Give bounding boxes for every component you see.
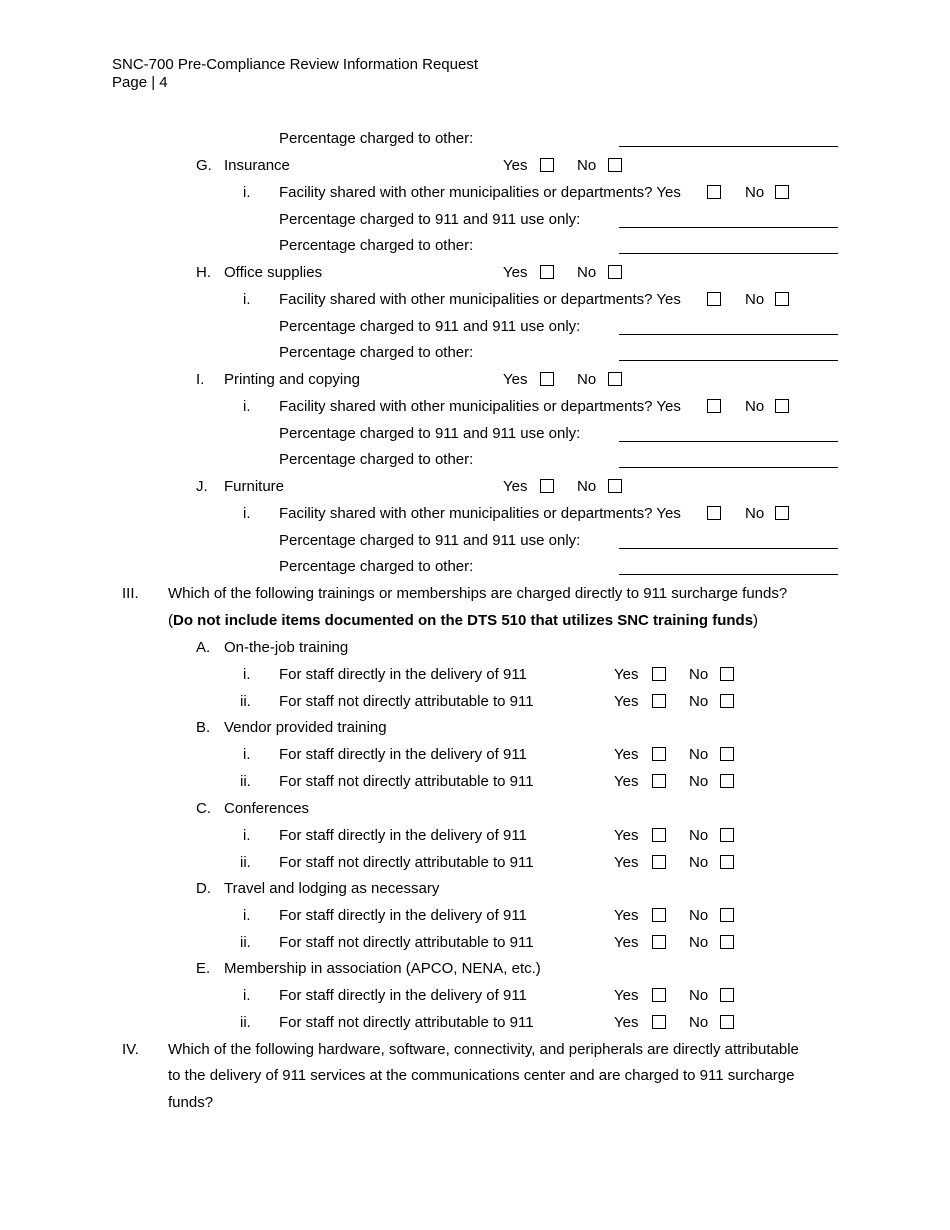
yes-label: Yes bbox=[614, 987, 639, 1004]
sub-numeral: ii. bbox=[240, 773, 251, 790]
staff-question: For staff directly in the delivery of 911 bbox=[279, 666, 527, 683]
shared-question: Facility shared with other municipalities or departments? Yes bbox=[279, 291, 681, 308]
pct-911-label: Percentage charged to 911 and 911 use only: bbox=[279, 425, 581, 442]
yes-label: Yes bbox=[614, 907, 639, 924]
page-number: Page | 4 bbox=[112, 74, 168, 91]
staff-question: For staff not directly attributable to 911 bbox=[279, 1014, 534, 1031]
insurance-pct-911-field[interactable] bbox=[619, 227, 838, 228]
yes-label: Yes bbox=[614, 746, 639, 763]
printing-and-copying-shared-no-checkbox[interactable] bbox=[775, 399, 789, 413]
shared-question: Facility shared with other municipalities or departments? Yes bbox=[279, 505, 681, 522]
no-label: No bbox=[689, 827, 709, 844]
item-letter: B. bbox=[196, 719, 211, 736]
yes-label: Yes bbox=[614, 934, 639, 951]
no-label: No bbox=[577, 478, 597, 495]
office-supplies-pct-other-field[interactable] bbox=[619, 360, 838, 361]
item-office-supplies-label: Office supplies bbox=[224, 264, 323, 281]
pct-other-field[interactable] bbox=[619, 146, 838, 147]
sub-numeral: ii. bbox=[240, 693, 251, 710]
pct-other-label: Percentage charged to other: bbox=[279, 558, 474, 575]
no-label: No bbox=[689, 773, 709, 790]
no-label: No bbox=[745, 184, 765, 201]
conferences-direct-no-checkbox[interactable] bbox=[720, 828, 734, 842]
office-supplies-no-checkbox[interactable] bbox=[608, 265, 622, 279]
item-on-the-job-training-label: On-the-job training bbox=[224, 639, 349, 656]
printing-and-copying-yes-checkbox[interactable] bbox=[540, 372, 554, 386]
note-close: ) bbox=[753, 612, 759, 629]
no-label: No bbox=[689, 987, 709, 1004]
yes-label: Yes bbox=[503, 264, 528, 281]
furniture-shared-yes-checkbox[interactable] bbox=[707, 506, 721, 520]
conferences-not-direct-no-checkbox[interactable] bbox=[720, 855, 734, 869]
travel-and-lodging-as-necessary-direct-no-checkbox[interactable] bbox=[720, 908, 734, 922]
furniture-pct-911-field[interactable] bbox=[619, 548, 838, 549]
printing-and-copying-no-checkbox[interactable] bbox=[608, 372, 622, 386]
item-letter: C. bbox=[196, 800, 211, 817]
staff-question: For staff not directly attributable to 911 bbox=[279, 934, 534, 951]
insurance-shared-no-checkbox[interactable] bbox=[775, 185, 789, 199]
item-letter: J. bbox=[196, 478, 208, 495]
item-letter: H. bbox=[196, 264, 211, 281]
conferences-direct-yes-checkbox[interactable] bbox=[652, 828, 666, 842]
furniture-shared-no-checkbox[interactable] bbox=[775, 506, 789, 520]
yes-label: Yes bbox=[614, 827, 639, 844]
section-iv-line-1: Which of the following hardware, software, connectivity, and peripherals are directly attributable bbox=[168, 1041, 799, 1058]
insurance-shared-yes-checkbox[interactable] bbox=[707, 185, 721, 199]
travel-and-lodging-as-necessary-not-direct-yes-checkbox[interactable] bbox=[652, 935, 666, 949]
item-letter: D. bbox=[196, 880, 211, 897]
no-label: No bbox=[689, 666, 709, 683]
printing-and-copying-shared-yes-checkbox[interactable] bbox=[707, 399, 721, 413]
vendor-provided-training-direct-no-checkbox[interactable] bbox=[720, 747, 734, 761]
travel-and-lodging-as-necessary-not-direct-no-checkbox[interactable] bbox=[720, 935, 734, 949]
pct-other-label: Percentage charged to other: bbox=[279, 237, 474, 254]
pct-911-label: Percentage charged to 911 and 911 use only: bbox=[279, 211, 581, 228]
item-insurance-label: Insurance bbox=[224, 157, 290, 174]
item-membership-in-association-apco-nena-etc-label: Membership in association (APCO, NENA, etc.) bbox=[224, 960, 541, 977]
yes-label: Yes bbox=[503, 371, 528, 388]
item-printing-and-copying-label: Printing and copying bbox=[224, 371, 360, 388]
section-iv-numeral: IV. bbox=[122, 1041, 139, 1058]
vendor-provided-training-not-direct-no-checkbox[interactable] bbox=[720, 774, 734, 788]
pct-other-label: Percentage charged to other: bbox=[279, 451, 474, 468]
no-label: No bbox=[689, 854, 709, 871]
office-supplies-shared-no-checkbox[interactable] bbox=[775, 292, 789, 306]
staff-question: For staff not directly attributable to 911 bbox=[279, 773, 534, 790]
insurance-pct-other-field[interactable] bbox=[619, 253, 838, 254]
insurance-yes-checkbox[interactable] bbox=[540, 158, 554, 172]
no-label: No bbox=[689, 907, 709, 924]
item-letter: A. bbox=[196, 639, 211, 656]
vendor-provided-training-direct-yes-checkbox[interactable] bbox=[652, 747, 666, 761]
on-the-job-training-direct-yes-checkbox[interactable] bbox=[652, 667, 666, 681]
furniture-yes-checkbox[interactable] bbox=[540, 479, 554, 493]
membership-in-association-apco-nena-etc-not-direct-yes-checkbox[interactable] bbox=[652, 1015, 666, 1029]
pct-other-label: Percentage charged to other: bbox=[279, 130, 474, 147]
section-iv-line-3: funds? bbox=[168, 1094, 214, 1111]
note-open: ( bbox=[168, 612, 173, 629]
pct-other-label: Percentage charged to other: bbox=[279, 344, 474, 361]
no-label: No bbox=[577, 264, 597, 281]
on-the-job-training-not-direct-no-checkbox[interactable] bbox=[720, 694, 734, 708]
travel-and-lodging-as-necessary-direct-yes-checkbox[interactable] bbox=[652, 908, 666, 922]
sub-numeral: ii. bbox=[240, 934, 251, 951]
section-iv-line-2: to the delivery of 911 services at the communications center and are charged to 911 surcharge bbox=[168, 1067, 795, 1084]
shared-question: Facility shared with other municipalities or departments? Yes bbox=[279, 398, 681, 415]
sub-numeral: i. bbox=[243, 827, 251, 844]
office-supplies-pct-911-field[interactable] bbox=[619, 334, 838, 335]
no-label: No bbox=[577, 371, 597, 388]
pct-911-label: Percentage charged to 911 and 911 use only: bbox=[279, 532, 581, 549]
staff-question: For staff directly in the delivery of 911 bbox=[279, 827, 527, 844]
sub-numeral: i. bbox=[243, 398, 251, 415]
item-conferences-label: Conferences bbox=[224, 800, 310, 817]
sub-numeral: i. bbox=[243, 184, 251, 201]
sub-numeral: i. bbox=[243, 505, 251, 522]
office-supplies-shared-yes-checkbox[interactable] bbox=[707, 292, 721, 306]
yes-label: Yes bbox=[614, 693, 639, 710]
no-label: No bbox=[689, 934, 709, 951]
membership-in-association-apco-nena-etc-not-direct-no-checkbox[interactable] bbox=[720, 1015, 734, 1029]
item-vendor-provided-training-label: Vendor provided training bbox=[224, 719, 387, 736]
item-letter: E. bbox=[196, 960, 211, 977]
membership-in-association-apco-nena-etc-direct-no-checkbox[interactable] bbox=[720, 988, 734, 1002]
staff-question: For staff directly in the delivery of 911 bbox=[279, 987, 527, 1004]
sub-numeral: i. bbox=[243, 907, 251, 924]
sub-numeral: i. bbox=[243, 291, 251, 308]
sub-numeral: i. bbox=[243, 746, 251, 763]
printing-and-copying-pct-911-field[interactable] bbox=[619, 441, 838, 442]
office-supplies-yes-checkbox[interactable] bbox=[540, 265, 554, 279]
no-label: No bbox=[577, 157, 597, 174]
item-letter: I. bbox=[196, 371, 205, 388]
staff-question: For staff not directly attributable to 911 bbox=[279, 854, 534, 871]
sub-numeral: ii. bbox=[240, 854, 251, 871]
vendor-provided-training-not-direct-yes-checkbox[interactable] bbox=[652, 774, 666, 788]
yes-label: Yes bbox=[614, 773, 639, 790]
no-label: No bbox=[689, 1014, 709, 1031]
yes-label: Yes bbox=[614, 666, 639, 683]
section-iii-note bbox=[168, 612, 758, 630]
no-label: No bbox=[745, 398, 765, 415]
conferences-not-direct-yes-checkbox[interactable] bbox=[652, 855, 666, 869]
no-label: No bbox=[689, 746, 709, 763]
printing-and-copying-pct-other-field[interactable] bbox=[619, 467, 838, 468]
section-iii-numeral: III. bbox=[122, 585, 139, 602]
yes-label: Yes bbox=[503, 478, 528, 495]
membership-in-association-apco-nena-etc-direct-yes-checkbox[interactable] bbox=[652, 988, 666, 1002]
document-title: SNC-700 Pre-Compliance Review Information Request bbox=[112, 56, 478, 73]
furniture-no-checkbox[interactable] bbox=[608, 479, 622, 493]
on-the-job-training-direct-no-checkbox[interactable] bbox=[720, 667, 734, 681]
yes-label: Yes bbox=[503, 157, 528, 174]
item-letter: G. bbox=[196, 157, 212, 174]
shared-question: Facility shared with other municipalities or departments? Yes bbox=[279, 184, 681, 201]
item-furniture-label: Furniture bbox=[224, 478, 285, 495]
sub-numeral: ii. bbox=[240, 1014, 251, 1031]
insurance-no-checkbox[interactable] bbox=[608, 158, 622, 172]
on-the-job-training-not-direct-yes-checkbox[interactable] bbox=[652, 694, 666, 708]
furniture-pct-other-field[interactable] bbox=[619, 574, 838, 575]
no-label: No bbox=[745, 505, 765, 522]
yes-label: Yes bbox=[614, 854, 639, 871]
staff-question: For staff directly in the delivery of 911 bbox=[279, 907, 527, 924]
yes-label: Yes bbox=[614, 1014, 639, 1031]
staff-question: For staff not directly attributable to 911 bbox=[279, 693, 534, 710]
pct-911-label: Percentage charged to 911 and 911 use only: bbox=[279, 318, 581, 335]
sub-numeral: i. bbox=[243, 666, 251, 683]
staff-question: For staff directly in the delivery of 911 bbox=[279, 746, 527, 763]
section-iii-question: Which of the following trainings or memberships are charged directly to 911 surcharge funds? bbox=[168, 585, 788, 602]
note-bold: Do not include items documented on the DTS 510 that utilizes SNC training funds bbox=[173, 612, 754, 629]
item-travel-and-lodging-as-necessary-label: Travel and lodging as necessary bbox=[224, 880, 440, 897]
no-label: No bbox=[745, 291, 765, 308]
sub-numeral: i. bbox=[243, 987, 251, 1004]
no-label: No bbox=[689, 693, 709, 710]
